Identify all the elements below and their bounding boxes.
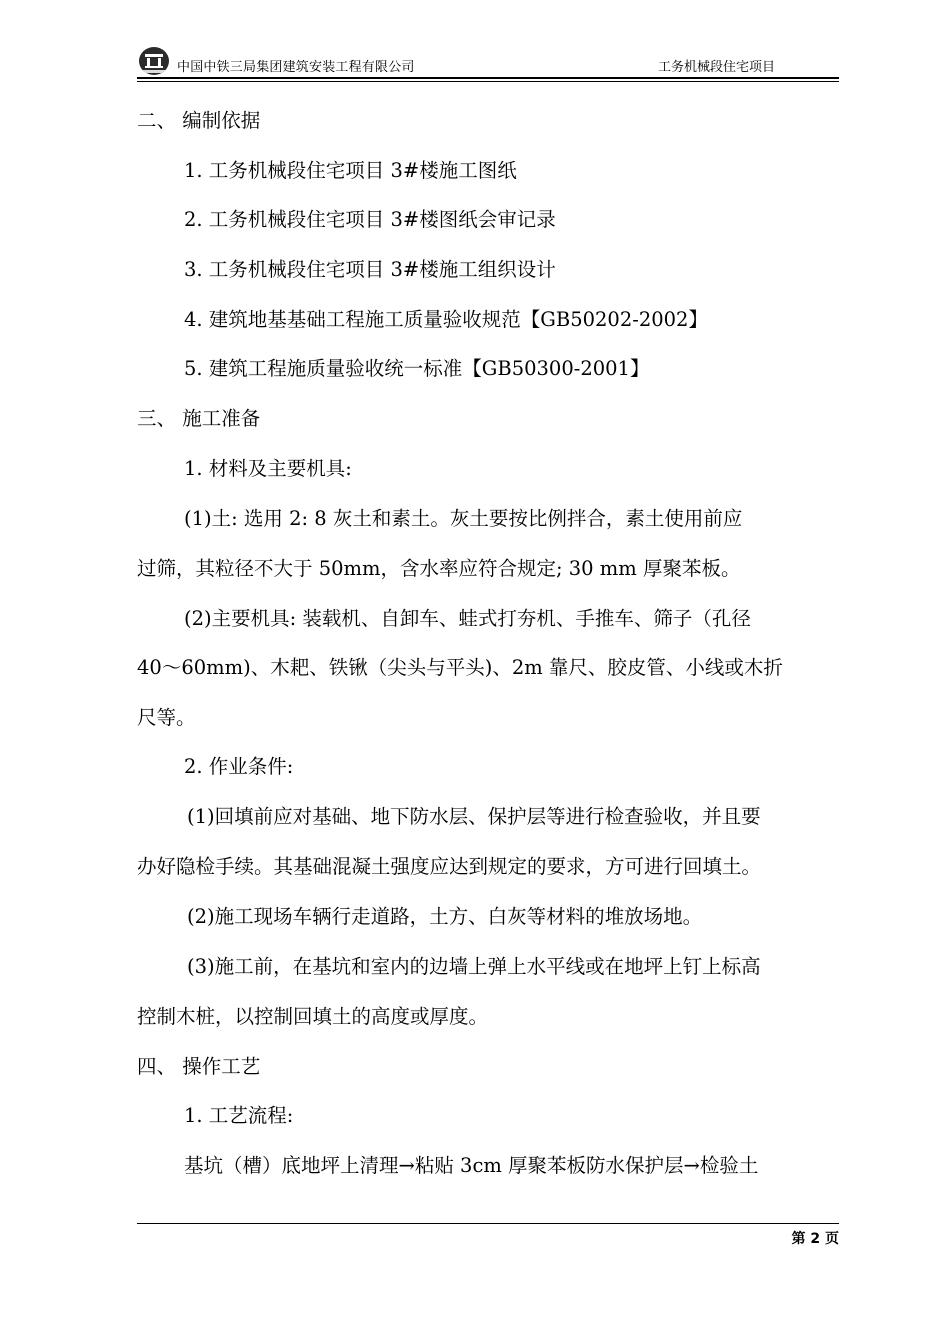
section-heading-3: 三、 施工准备	[137, 407, 261, 430]
company-name: 中国中铁三局集团建筑安装工程有限公司	[177, 60, 415, 75]
page-header	[137, 44, 839, 78]
header-rule-thin	[137, 81, 839, 82]
paragraph-line: (1)回填前应对基础、地下防水层、保护层等进行检查验收，并且要	[187, 805, 761, 828]
section-heading-4: 四、 操作工艺	[137, 1055, 261, 1078]
header-rule	[137, 77, 839, 79]
list-item: 5. 建筑工程施质量验收统一标准【GB50300-2001】	[184, 357, 650, 380]
paragraph-line: 控制木桩，以控制回填土的高度或厚度。	[137, 1005, 489, 1028]
project-name: 工务机械段住宅项目	[657, 60, 775, 75]
page-number: 第 2 页	[791, 1231, 839, 1247]
list-item: 4. 建筑地基基础工程施工质量验收规范【GB50202-2002】	[184, 308, 708, 331]
footer-rule	[137, 1223, 839, 1224]
paragraph-line: 基坑（槽）底地坪上清理→粘贴 3cm 厚聚苯板防水保护层→检验土	[184, 1154, 759, 1177]
list-item: 3. 工务机械段住宅项目 3#楼施工组织设计	[184, 258, 556, 281]
subsection-heading: 2. 作业条件:	[184, 755, 294, 778]
company-logo-icon	[139, 47, 169, 75]
paragraph-line: (1)土: 选用 2: 8 灰土和素土。灰土要按比例拌合，素土使用前应	[184, 507, 743, 530]
paragraph-line: (2)主要机具: 装载机、自卸车、蛙式打夯机、手推车、筛子（孔径	[184, 607, 751, 630]
list-item: 2. 工务机械段住宅项目 3#楼图纸会审记录	[184, 208, 556, 231]
section-heading-2: 二、 编制依据	[137, 109, 261, 132]
paragraph-line: 过筛，其粒径不大于 50mm，含水率应符合规定; 30 mm 厚聚苯板。	[137, 557, 741, 580]
paragraph-line: 尺等。	[137, 706, 196, 729]
paragraph-line: (2)施工现场车辆行走道路，土方、白灰等材料的堆放场地。	[187, 905, 703, 928]
subsection-heading: 1. 工艺流程:	[184, 1104, 294, 1127]
paragraph-line: (3)施工前，在基坑和室内的边墙上弹上水平线或在地坪上钉上标高	[187, 955, 761, 978]
subsection-heading: 1. 材料及主要机具:	[184, 457, 352, 480]
list-item: 1. 工务机械段住宅项目 3#楼施工图纸	[184, 159, 517, 182]
paragraph-line: 40～60mm)、木耙、铁锹（尖头与平头)、2m 靠尺、胶皮管、小线或木折	[137, 656, 783, 679]
paragraph-line: 办好隐检手续。其基础混凝土强度应达到规定的要求，方可进行回填土。	[137, 855, 762, 878]
